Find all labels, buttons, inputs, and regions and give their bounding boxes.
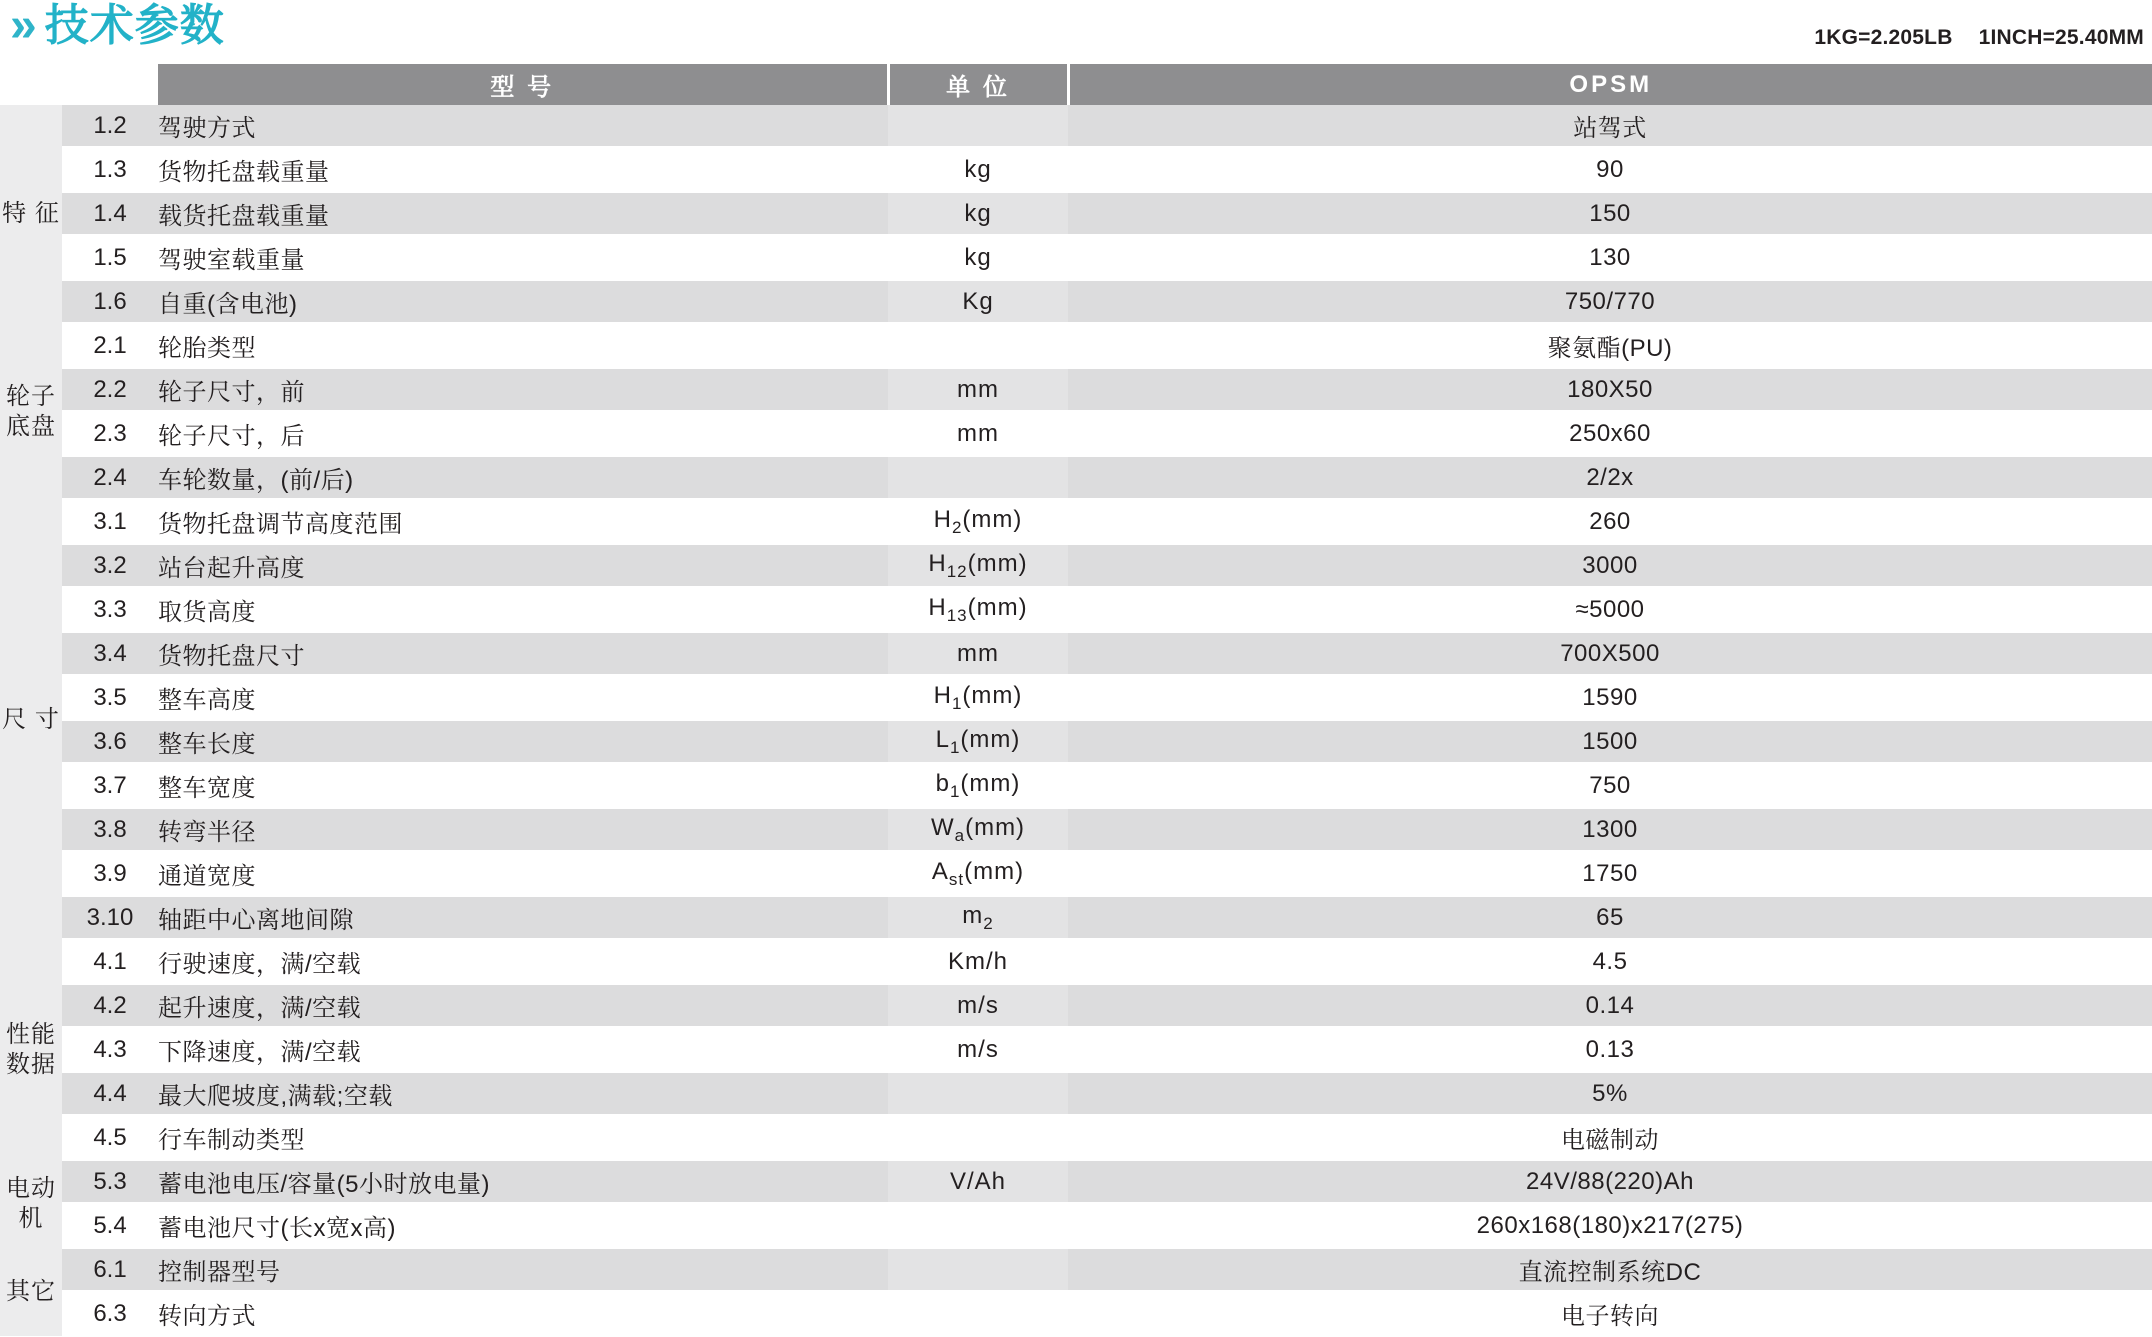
- row-number: 3.7: [62, 764, 158, 808]
- row-parameter-name: 轴距中心离地间隙: [158, 896, 888, 940]
- header-unit: 单 位: [888, 64, 1068, 105]
- row-group-label: 尺 寸: [0, 500, 62, 940]
- row-number: 2.4: [62, 456, 158, 500]
- row-parameter-name: 起升速度，满/空载: [158, 984, 888, 1028]
- row-value: 260x168(180)x217(275): [1068, 1204, 2152, 1248]
- row-group-label: 电动机: [0, 1160, 62, 1248]
- table-row: [0, 808, 2152, 852]
- table-row: [0, 896, 2152, 940]
- row-unit: [888, 324, 1068, 368]
- row-parameter-name: 站台起升高度: [158, 544, 888, 588]
- row-parameter-name: 最大爬坡度,满载;空载: [158, 1072, 888, 1116]
- row-unit: $H_2(mm)$: [888, 500, 1068, 544]
- row-number: 3.2: [62, 544, 158, 588]
- row-number: 4.2: [62, 984, 158, 1028]
- row-value: 电子转向: [1068, 1292, 2152, 1336]
- table-row: [0, 1292, 2152, 1336]
- row-unit: [888, 1204, 1068, 1248]
- row-number: 4.4: [62, 1072, 158, 1116]
- table-row: [0, 588, 2152, 632]
- row-number: 3.9: [62, 852, 158, 896]
- header-opsm: OPSM: [1068, 64, 2152, 105]
- row-group-label: 轮子底盘: [0, 324, 62, 500]
- row-number: 2.1: [62, 324, 158, 368]
- row-unit: V/Ah: [888, 1160, 1068, 1204]
- table-row: [0, 500, 2152, 544]
- page-title: 技术参数: [44, 1, 225, 50]
- row-parameter-name: 驾驶室载重量: [158, 236, 888, 280]
- row-value: 24V/88(220)Ah: [1068, 1160, 2152, 1204]
- row-number: 6.3: [62, 1292, 158, 1336]
- row-number: 3.10: [62, 896, 158, 940]
- row-unit: $H_{13}(mm)$: [888, 588, 1068, 632]
- row-unit: $W_a(mm)$: [888, 808, 1068, 852]
- row-number: 3.5: [62, 676, 158, 720]
- row-number: 2.2: [62, 368, 158, 412]
- row-value: 聚氨酯(PU): [1068, 324, 2152, 368]
- row-parameter-name: 整车高度: [158, 676, 888, 720]
- table-body: [0, 105, 2152, 1336]
- table-row: [0, 1160, 2152, 1204]
- row-parameter-name: 轮子尺寸，前: [158, 368, 888, 412]
- row-number: 6.1: [62, 1248, 158, 1292]
- row-number: 5.3: [62, 1160, 158, 1204]
- row-number: 4.1: [62, 940, 158, 984]
- table-row: [0, 236, 2152, 280]
- page-header: [0, 0, 2152, 62]
- double-chevron-right-icon: »: [10, 0, 31, 52]
- row-value: 4.5: [1068, 940, 2152, 984]
- row-parameter-name: 驾驶方式: [158, 105, 888, 148]
- row-value: 0.14: [1068, 984, 2152, 1028]
- row-unit: [888, 456, 1068, 500]
- row-value: 1590: [1068, 676, 2152, 720]
- row-unit: kg: [888, 236, 1068, 280]
- row-number: 3.8: [62, 808, 158, 852]
- row-unit: m/s: [888, 984, 1068, 1028]
- table-row: [0, 148, 2152, 192]
- table-row: [0, 324, 2152, 368]
- row-value: 750: [1068, 764, 2152, 808]
- row-unit: $H_{12}(mm)$: [888, 544, 1068, 588]
- table-row: [0, 852, 2152, 896]
- row-value: 260: [1068, 500, 2152, 544]
- conversion-kg: 1KG=2.205LB: [1814, 26, 1953, 49]
- table-row: [0, 412, 2152, 456]
- table-row: [0, 940, 2152, 984]
- row-unit: [888, 1116, 1068, 1160]
- row-value: 站驾式: [1068, 105, 2152, 148]
- row-unit: Kg: [888, 280, 1068, 324]
- row-unit: m/s: [888, 1028, 1068, 1072]
- row-value: 180X50: [1068, 368, 2152, 412]
- table-row: [0, 544, 2152, 588]
- row-group-label: 性能数据: [0, 940, 62, 1160]
- row-parameter-name: 取货高度: [158, 588, 888, 632]
- row-unit: [888, 1292, 1068, 1336]
- row-value: 0.13: [1068, 1028, 2152, 1072]
- row-number: 3.4: [62, 632, 158, 676]
- row-number: 3.3: [62, 588, 158, 632]
- table-row: [0, 1116, 2152, 1160]
- row-unit: $L_1(mm)$: [888, 720, 1068, 764]
- row-parameter-name: 车轮数量，(前/后): [158, 456, 888, 500]
- row-parameter-name: 自重(含电池): [158, 280, 888, 324]
- row-value: 700X500: [1068, 632, 2152, 676]
- row-value: 130: [1068, 236, 2152, 280]
- row-value: 直流控制系统DC: [1068, 1248, 2152, 1292]
- row-unit: mm: [888, 368, 1068, 412]
- row-parameter-name: 转向方式: [158, 1292, 888, 1336]
- table-row: [0, 764, 2152, 808]
- table-row: [0, 192, 2152, 236]
- row-unit: [888, 1072, 1068, 1116]
- row-parameter-name: 转弯半径: [158, 808, 888, 852]
- row-value: 1500: [1068, 720, 2152, 764]
- row-value: 1300: [1068, 808, 2152, 852]
- table-row: [0, 1248, 2152, 1292]
- conversion-inch: 1INCH=25.40MM: [1978, 26, 2144, 49]
- row-parameter-name: 通道宽度: [158, 852, 888, 896]
- row-parameter-name: 蓄电池电压/容量(5小时放电量): [158, 1160, 888, 1204]
- table-row: [0, 676, 2152, 720]
- table-header: [0, 64, 2152, 105]
- table-row: [0, 1028, 2152, 1072]
- row-value: 2/2x: [1068, 456, 2152, 500]
- table-row: [0, 984, 2152, 1028]
- row-value: ≈5000: [1068, 588, 2152, 632]
- row-parameter-name: 行驶速度，满/空载: [158, 940, 888, 984]
- table-row: [0, 632, 2152, 676]
- header-model: 型 号: [158, 64, 888, 105]
- row-value: 750/770: [1068, 280, 2152, 324]
- unit-conversion-note: [1814, 26, 2144, 50]
- row-value: 5%: [1068, 1072, 2152, 1116]
- row-unit: $H_1(mm)$: [888, 676, 1068, 720]
- row-number: 4.5: [62, 1116, 158, 1160]
- row-parameter-name: 蓄电池尺寸(长x宽x高): [158, 1204, 888, 1248]
- row-unit: $m_2$: [888, 896, 1068, 940]
- row-value: 1750: [1068, 852, 2152, 896]
- row-parameter-name: 载货托盘载重量: [158, 192, 888, 236]
- row-number: 2.3: [62, 412, 158, 456]
- table-row: [0, 456, 2152, 500]
- row-parameter-name: 货物托盘调节高度范围: [158, 500, 888, 544]
- row-parameter-name: 货物托盘尺寸: [158, 632, 888, 676]
- table-row: [0, 720, 2152, 764]
- row-value: 电磁制动: [1068, 1116, 2152, 1160]
- row-parameter-name: 行车制动类型: [158, 1116, 888, 1160]
- row-unit: kg: [888, 148, 1068, 192]
- row-number: 1.5: [62, 236, 158, 280]
- row-unit: mm: [888, 632, 1068, 676]
- row-unit: $b_1(mm)$: [888, 764, 1068, 808]
- row-number: 1.3: [62, 148, 158, 192]
- row-number: 1.6: [62, 280, 158, 324]
- row-parameter-name: 货物托盘载重量: [158, 148, 888, 192]
- row-number: 1.2: [62, 105, 158, 148]
- row-number: 3.1: [62, 500, 158, 544]
- specification-table: [0, 64, 2152, 1337]
- row-value: 3000: [1068, 544, 2152, 588]
- row-number: 3.6: [62, 720, 158, 764]
- row-parameter-name: 控制器型号: [158, 1248, 888, 1292]
- row-parameter-name: 下降速度，满/空载: [158, 1028, 888, 1072]
- row-parameter-name: 整车长度: [158, 720, 888, 764]
- row-parameter-name: 轮胎类型: [158, 324, 888, 368]
- row-value: 250x60: [1068, 412, 2152, 456]
- row-unit: kg: [888, 192, 1068, 236]
- row-unit: mm: [888, 412, 1068, 456]
- table-row: [0, 1204, 2152, 1248]
- row-value: 90: [1068, 148, 2152, 192]
- row-parameter-name: 整车宽度: [158, 764, 888, 808]
- row-unit: $A_{st}(mm)$: [888, 852, 1068, 896]
- row-number: 1.4: [62, 192, 158, 236]
- row-value: 150: [1068, 192, 2152, 236]
- title-block: [10, 0, 225, 52]
- row-unit: [888, 105, 1068, 148]
- table-row: [0, 368, 2152, 412]
- row-unit: [888, 1248, 1068, 1292]
- row-value: 65: [1068, 896, 2152, 940]
- row-parameter-name: 轮子尺寸，后: [158, 412, 888, 456]
- header-blank: [0, 64, 158, 105]
- row-number: 4.3: [62, 1028, 158, 1072]
- table-row: [0, 1072, 2152, 1116]
- row-number: 5.4: [62, 1204, 158, 1248]
- table-row: [0, 280, 2152, 324]
- row-group-label: 其它: [0, 1248, 62, 1336]
- table-row: [0, 105, 2152, 148]
- row-group-label: 特 征: [0, 105, 62, 324]
- row-unit: Km/h: [888, 940, 1068, 984]
